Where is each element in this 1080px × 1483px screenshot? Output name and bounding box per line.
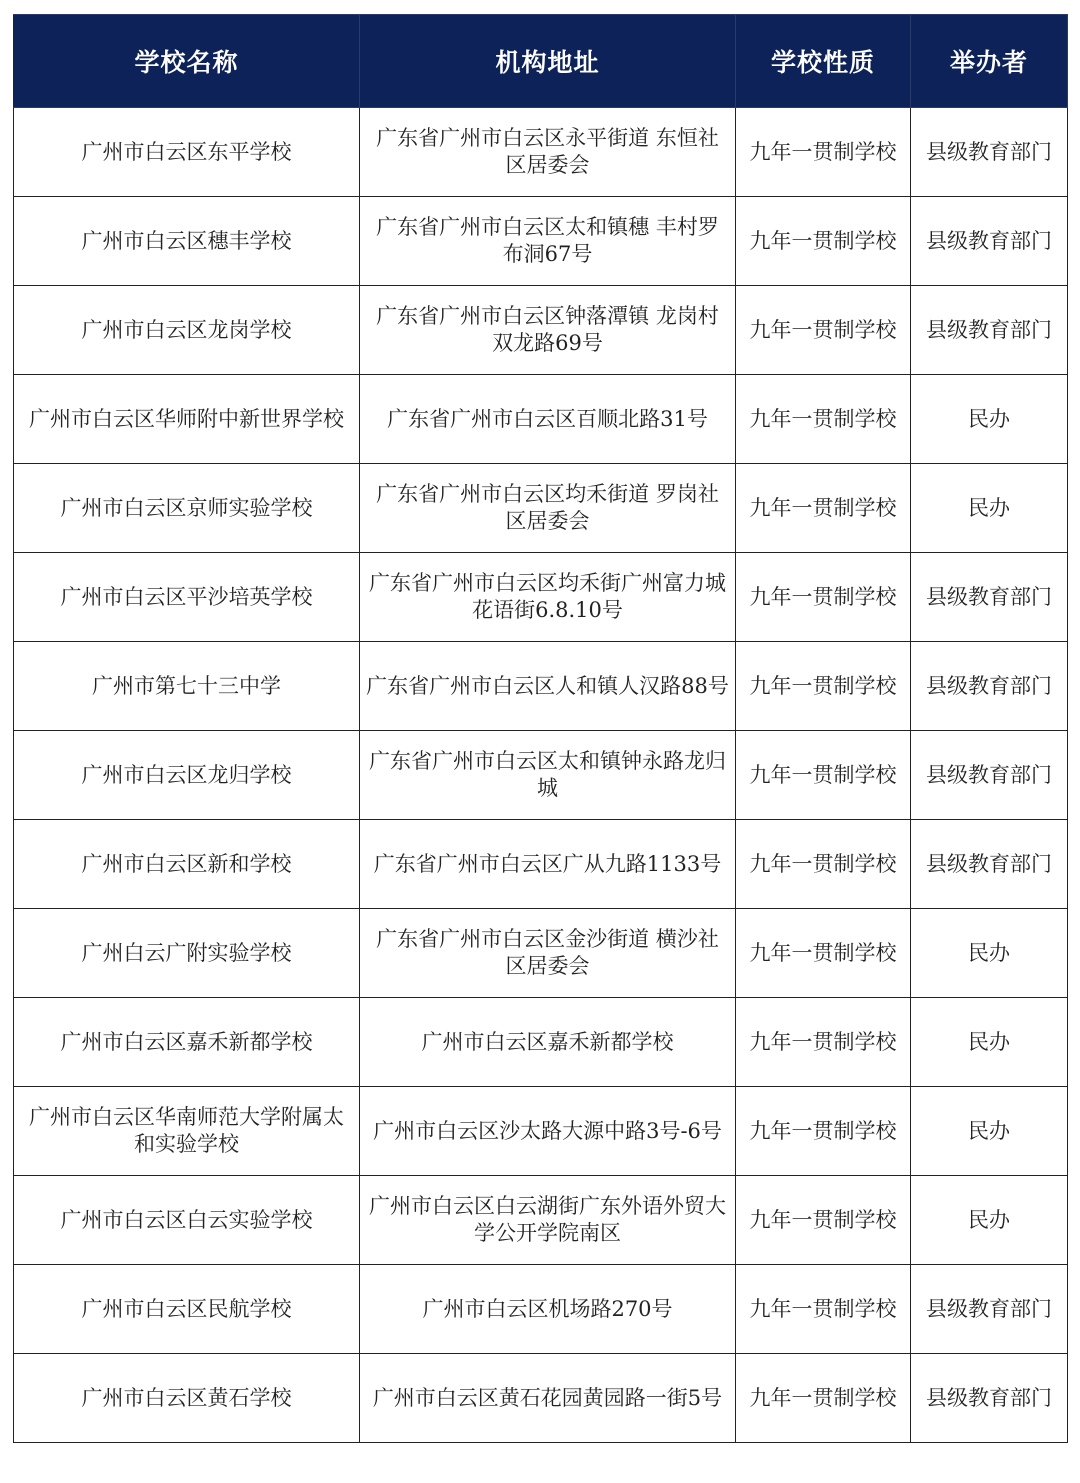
cell-organizer: 县级教育部门 <box>911 731 1068 820</box>
table-header <box>14 15 1068 108</box>
header-organizer: 举办者 <box>911 15 1068 108</box>
table-body <box>14 108 1068 1443</box>
table-row <box>14 464 1068 553</box>
table-row <box>14 1265 1068 1354</box>
cell-address: 广州市白云区黄石花园黄园路一街5号 <box>360 1354 736 1443</box>
cell-school-type: 九年一贯制学校 <box>736 1087 911 1176</box>
cell-organizer: 民办 <box>911 1087 1068 1176</box>
cell-address: 广州市白云区机场路270号 <box>360 1265 736 1354</box>
table-row <box>14 108 1068 197</box>
cell-organizer: 民办 <box>911 909 1068 998</box>
cell-school-type: 九年一贯制学校 <box>736 1176 911 1265</box>
cell-school-type: 九年一贯制学校 <box>736 286 911 375</box>
cell-school-name: 广州市白云区东平学校 <box>14 108 360 197</box>
school-table-container <box>13 14 1067 1443</box>
cell-organizer: 县级教育部门 <box>911 1354 1068 1443</box>
table-row <box>14 286 1068 375</box>
cell-address: 广东省广州市白云区太和镇钟永路龙归城 <box>360 731 736 820</box>
cell-school-type: 九年一贯制学校 <box>736 820 911 909</box>
cell-organizer: 民办 <box>911 464 1068 553</box>
table-row <box>14 998 1068 1087</box>
cell-school-type: 九年一贯制学校 <box>736 553 911 642</box>
cell-address: 广州市白云区白云湖街广东外语外贸大学公开学院南区 <box>360 1176 736 1265</box>
cell-address: 广东省广州市白云区均禾街广州富力城花语街6.8.10号 <box>360 553 736 642</box>
header-row <box>14 15 1068 108</box>
cell-school-type: 九年一贯制学校 <box>736 375 911 464</box>
cell-school-name: 广州市白云区嘉禾新都学校 <box>14 998 360 1087</box>
table-row <box>14 909 1068 998</box>
table-row <box>14 731 1068 820</box>
cell-school-name: 广州市白云区华南师范大学附属太和实验学校 <box>14 1087 360 1176</box>
cell-school-name: 广州市白云区穗丰学校 <box>14 197 360 286</box>
table-row <box>14 1176 1068 1265</box>
cell-school-type: 九年一贯制学校 <box>736 909 911 998</box>
cell-school-type: 九年一贯制学校 <box>736 464 911 553</box>
cell-address: 广东省广州市白云区广从九路1133号 <box>360 820 736 909</box>
cell-school-type: 九年一贯制学校 <box>736 1265 911 1354</box>
cell-organizer: 县级教育部门 <box>911 553 1068 642</box>
cell-organizer: 县级教育部门 <box>911 820 1068 909</box>
cell-school-type: 九年一贯制学校 <box>736 1354 911 1443</box>
cell-organizer: 县级教育部门 <box>911 286 1068 375</box>
table-row <box>14 553 1068 642</box>
header-school-type: 学校性质 <box>736 15 911 108</box>
cell-organizer: 县级教育部门 <box>911 197 1068 286</box>
cell-address: 广州市白云区沙太路大源中路3号-6号 <box>360 1087 736 1176</box>
cell-address: 广东省广州市白云区太和镇穗 丰村罗布洞67号 <box>360 197 736 286</box>
cell-address: 广东省广州市白云区永平街道 东恒社区居委会 <box>360 108 736 197</box>
cell-address: 广东省广州市白云区百顺北路31号 <box>360 375 736 464</box>
table-row <box>14 642 1068 731</box>
cell-school-type: 九年一贯制学校 <box>736 998 911 1087</box>
cell-school-name: 广州市白云区黄石学校 <box>14 1354 360 1443</box>
cell-organizer: 县级教育部门 <box>911 642 1068 731</box>
cell-school-name: 广州市白云区龙归学校 <box>14 731 360 820</box>
cell-school-name: 广州市第七十三中学 <box>14 642 360 731</box>
cell-school-name: 广州市白云区龙岗学校 <box>14 286 360 375</box>
cell-school-name: 广州市白云区民航学校 <box>14 1265 360 1354</box>
cell-organizer: 民办 <box>911 1176 1068 1265</box>
cell-school-name: 广州市白云区京师实验学校 <box>14 464 360 553</box>
cell-school-name: 广州市白云区新和学校 <box>14 820 360 909</box>
cell-organizer: 民办 <box>911 375 1068 464</box>
cell-school-type: 九年一贯制学校 <box>736 642 911 731</box>
table-row <box>14 375 1068 464</box>
table-row <box>14 1354 1068 1443</box>
cell-address: 广东省广州市白云区钟落潭镇 龙岗村双龙路69号 <box>360 286 736 375</box>
cell-address: 广东省广州市白云区人和镇人汉路88号 <box>360 642 736 731</box>
table-row <box>14 820 1068 909</box>
table-row <box>14 197 1068 286</box>
cell-school-name: 广州市白云区平沙培英学校 <box>14 553 360 642</box>
cell-school-name: 广州白云广附实验学校 <box>14 909 360 998</box>
cell-address: 广东省广州市白云区均禾街道 罗岗社区居委会 <box>360 464 736 553</box>
cell-school-name: 广州市白云区白云实验学校 <box>14 1176 360 1265</box>
header-address: 机构地址 <box>360 15 736 108</box>
cell-organizer: 民办 <box>911 998 1068 1087</box>
cell-school-name: 广州市白云区华师附中新世界学校 <box>14 375 360 464</box>
cell-school-type: 九年一贯制学校 <box>736 197 911 286</box>
cell-organizer: 县级教育部门 <box>911 108 1068 197</box>
cell-organizer: 县级教育部门 <box>911 1265 1068 1354</box>
table-row <box>14 1087 1068 1176</box>
header-school-name: 学校名称 <box>14 15 360 108</box>
school-table <box>13 14 1068 1443</box>
cell-address: 广州市白云区嘉禾新都学校 <box>360 998 736 1087</box>
cell-school-type: 九年一贯制学校 <box>736 108 911 197</box>
cell-address: 广东省广州市白云区金沙街道 横沙社区居委会 <box>360 909 736 998</box>
cell-school-type: 九年一贯制学校 <box>736 731 911 820</box>
